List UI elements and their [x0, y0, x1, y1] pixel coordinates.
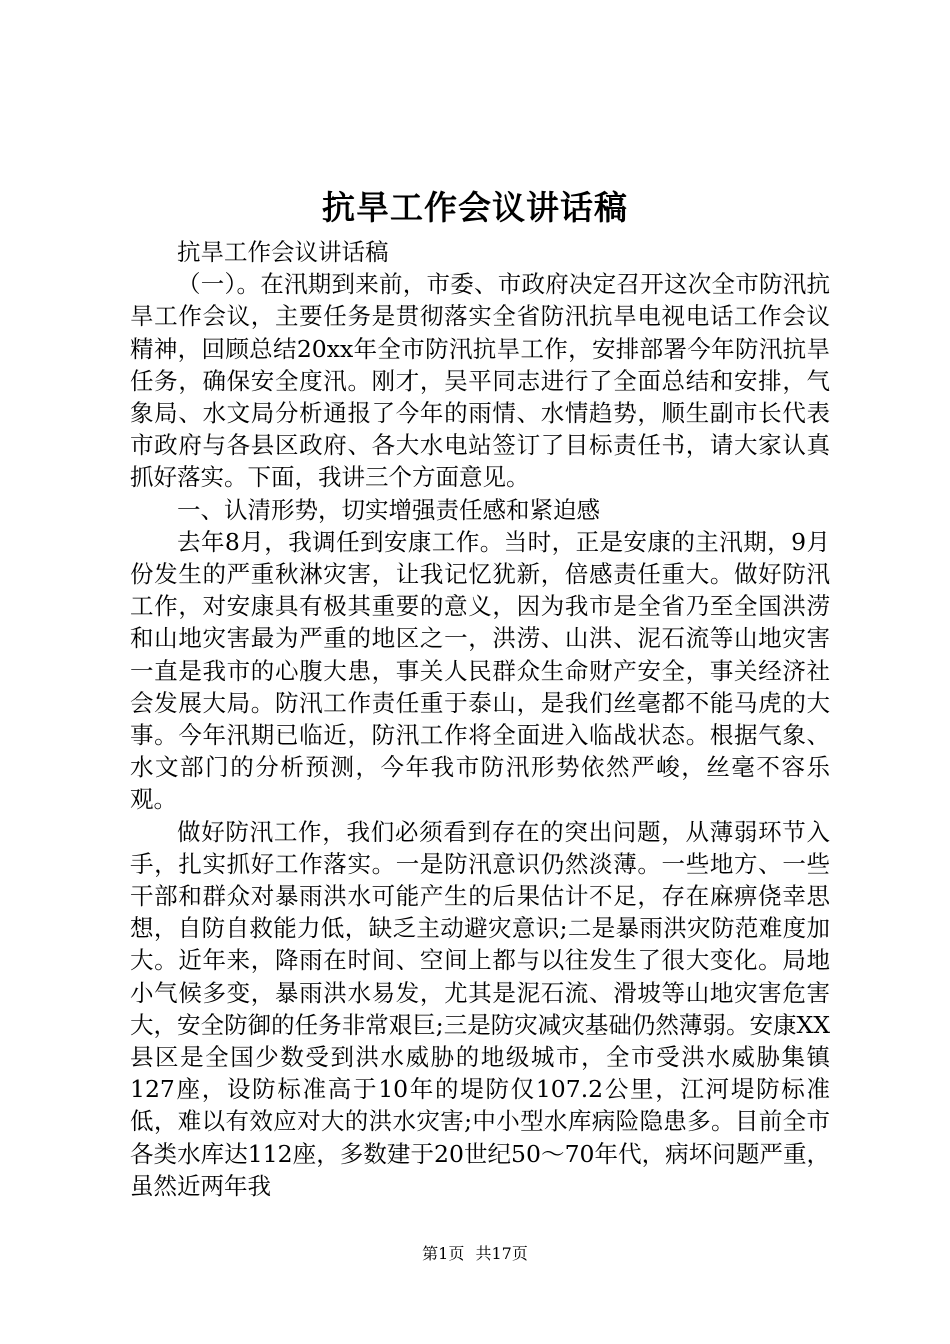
paragraph-problems: 做好防汛工作，我们必须看到存在的突出问题，从薄弱环节入手，扎实抓好工作落实。一是防汛意识仍然淡薄。一些地方、一些干部和群众对暴雨洪水可能产生的后果估计不足，存在麻痹侥幸思想，自防自救能力低，缺乏主动避灾意识;二是暴雨洪灾防范难度加大。近年来，降雨在时间、空间上都与以往发生了很大变化。局地小气候多变，暴雨洪水易发，尤其是泥石流、滑坡等山地灾害危害大，安全防御的任务非常艰巨;三是防灾减灾基础仍然薄弱。安康XX县区是全国少数受到洪水威胁的地级城市，全市受洪水威胁集镇127座，设防标准高于10年的堤防仅107.2公里，江河堤防标准低，难以有效应对大的洪水灾害;中小型水库病险隐患多。目前全市各类水库达112座，多数建于20世纪50～70年代，病坏问题严重，虽然近两年我: [130, 817, 830, 1200]
section-heading-1: 一、认清形势，切实增强责任感和紧迫感: [177, 495, 600, 524]
paragraph-intro: （一）。在汛期到来前，市委、市政府决定召开这次全市防汛抗旱工作会议，主要任务是贯彻落实全省防汛抗旱电视电话工作会议精神，回顾总结20xx年全市防汛抗旱工作，安排部署今年防汛抗旱任务，确保安全度汛。刚才，吴平同志进行了全面总结和安排，气象局、水文局分析通报了今年的雨情、水情趋势，顺生副市长代表市政府与各县区政府、各大水电站签订了目标责任书，请大家认真抓好落实。下面，我讲三个方面意见。: [130, 270, 830, 492]
document-title: 抗旱工作会议讲话稿: [322, 188, 628, 227]
page-number: 第1页: [422, 1244, 465, 1263]
paragraph-subtitle: 抗旱工作会议讲话稿: [177, 238, 389, 266]
paragraph-last-year: 去年8月，我调任到安康工作。当时，正是安康的主汛期，9月份发生的严重秋淋灾害，让我记忆犹新，倍感责任重大。做好防汛工作，对安康具有极其重要的意义，因为我市是全省乃至全国洪涝和山地灾害最为严重的地区之一，洪涝、山洪、泥石流等山地灾害一直是我市的心腹大患，事关人民群众生命财产安全，事关经济社会发展大局。防汛工作责任重于泰山，是我们丝毫都不能马虎的大事。今年汛期已临近，防汛工作将全面进入临战状态。根据气象、水文部门的分析预测，今年我市防汛形势依然严峻，丝毫不容乐观。: [130, 527, 830, 814]
document-body: [130, 236, 830, 1202]
page-footer: [0, 1244, 950, 1264]
page-total: 共17页: [475, 1244, 528, 1263]
